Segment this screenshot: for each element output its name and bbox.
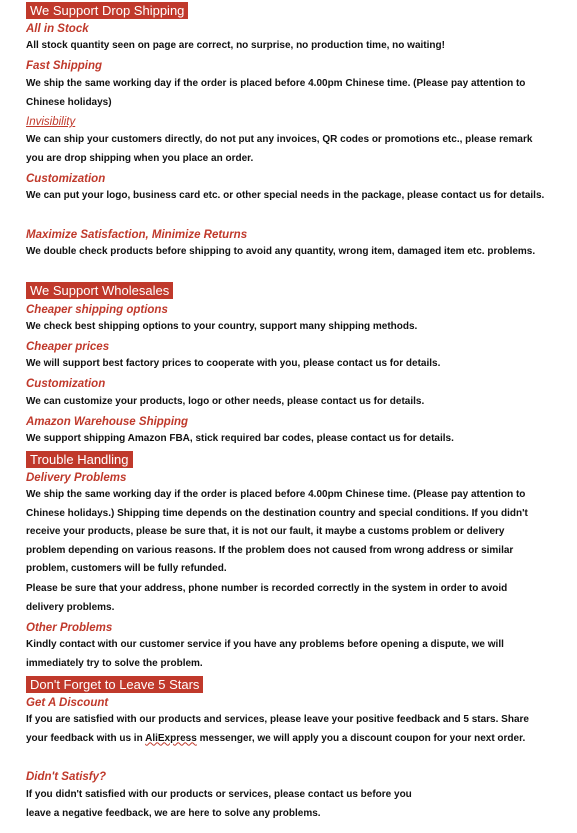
heading-amazon-warehouse: Amazon Warehouse Shipping bbox=[26, 416, 189, 428]
section-banner-five-stars: Don't Forget to Leave 5 Stars bbox=[26, 676, 203, 693]
heading-customization-2: Customization bbox=[26, 378, 106, 390]
text-invisibility: We can ship your customers directly, do not put any invoices, QR codes or promotions etc., please remark you are drop shipping when you place an order. bbox=[26, 134, 533, 164]
section-banner-wholesales: We Support Wholesales bbox=[26, 282, 173, 299]
heading-get-discount: Get A Discount bbox=[26, 697, 109, 709]
heading-cheaper-shipping: Cheaper shipping options bbox=[26, 304, 168, 316]
heading-cheaper-prices: Cheaper prices bbox=[26, 341, 110, 353]
text-didnt-satisfy-line2: leave a negative feedback, we are here to solve any problems. bbox=[26, 808, 321, 819]
text-cheaper-prices: We will support best factory prices to cooperate with you, please contact us for details. bbox=[26, 358, 441, 369]
text-customization-2: We can customize your products, logo or other needs, please contact us for details. bbox=[26, 396, 425, 407]
text-get-discount bbox=[26, 711, 546, 748]
text-maximize-satisfaction: We double check products before shipping to avoid any quantity, wrong item, damaged item etc. problems. bbox=[26, 246, 536, 257]
heading-fast-shipping: Fast Shipping bbox=[26, 60, 103, 72]
text-fast-shipping: We ship the same working day if the order is placed before 4.00pm Chinese time. (Please pay attention to Chinese holidays) bbox=[26, 78, 526, 108]
heading-maximize-satisfaction: Maximize Satisfaction, Minimize Returns bbox=[26, 229, 248, 241]
heading-delivery-problems: Delivery Problems bbox=[26, 472, 127, 484]
heading-didnt-satisfy: Didn't Satisfy? bbox=[26, 771, 107, 783]
text-amazon-warehouse: We support shipping Amazon FBA, stick required bar codes, please contact us for details. bbox=[26, 433, 454, 444]
text-cheaper-shipping: We check best shipping options to your country, support many shipping methods. bbox=[26, 321, 418, 332]
text-all-in-stock: All stock quantity seen on page are correct, no surprise, no production time, no waiting! bbox=[26, 40, 445, 51]
text-customization-1: We can put your logo, business card etc. or other special needs in the package, please contact us for details. bbox=[26, 190, 545, 201]
text-didnt-satisfy: If you didn't satisfied with our products or services, please contact us before you bbox=[26, 789, 412, 800]
section-banner-trouble-handling: Trouble Handling bbox=[26, 451, 133, 468]
heading-customization-1: Customization bbox=[26, 173, 106, 185]
text-get-discount-part-a: If you are satisfied with our products and services, please leave your positive feedback and 5 stars. Share your feedback with us in bbox=[26, 714, 529, 744]
text-delivery-problems-note: Please be sure that your address, phone number is recorded correctly in the system in order to avoid delivery problems. bbox=[26, 583, 508, 613]
text-delivery-problems: We ship the same working day if the order is placed before 4.00pm Chinese time. (Please pay attention to Chinese holidays.) Shipping time depends on the destination country and special conditions. If you didn't receive your products, please be sure that, it is not our fault, it maybe a customs problem or delivery problem depending on various reasons. If the problem does not caused from wrong address or similar problem, customers will be fully refunded. bbox=[26, 489, 528, 575]
heading-all-in-stock: All in Stock bbox=[26, 23, 89, 35]
aliexpress-word: AliExpress bbox=[145, 732, 197, 744]
heading-other-problems: Other Problems bbox=[26, 622, 113, 634]
text-get-discount-part-b: messenger, we will apply you a discount coupon for your next order. bbox=[196, 732, 526, 744]
heading-invisibility: Invisibility bbox=[26, 116, 76, 128]
section-banner-drop-shipping: We Support Drop Shipping bbox=[26, 2, 188, 19]
text-other-problems: Kindly contact with our customer service if you have any problems before opening a dispute, we will immediately try to solve the problem. bbox=[26, 639, 504, 669]
